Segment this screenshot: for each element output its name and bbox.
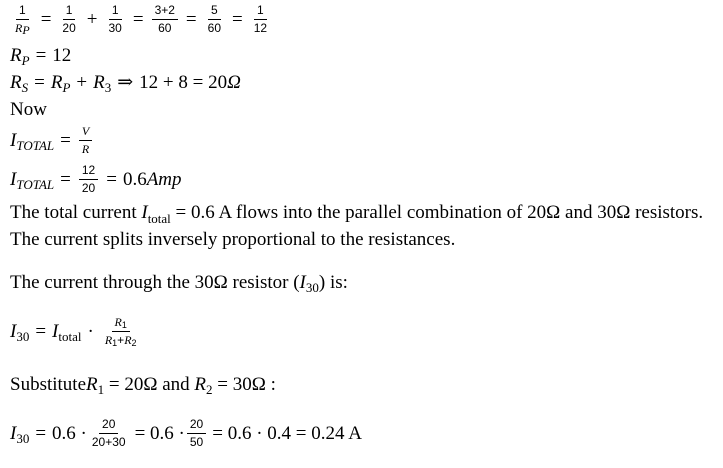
now-text: Now — [10, 99, 47, 120]
fraction-v-over-r: $\frac{V}{R}$ — [79, 125, 92, 156]
substitute-values: Substitute R 1 = 20Ω and R 2 = 30Ω : — [10, 374, 276, 397]
equation-parallel-sum — [10, 3, 272, 38]
equation-final-result: I 30 = 0.6 · $\frac{20}{20+30}$ = 0.6 · $\frac{20}{50}$ = 0.6 · 0.4 = 0.24 A — [10, 417, 362, 450]
fraction-1-30: $\frac{1}{30}$ — [108, 3, 122, 36]
fraction-20-over-20plus30: $\frac{20}{20+30}$ — [91, 417, 126, 450]
equation-rs-value: R S = R P + R 3 ⇒ 12 + 8 = 20 Ω — [10, 72, 241, 95]
fraction-r1-over-r1-plus-r2: $\frac{R1}{R1+R2}$ — [104, 315, 137, 349]
fraction-3plus2-60: $\frac{3+2}{60}$ — [152, 4, 178, 35]
equals-sign: = — [40, 9, 52, 31]
equation-rp-value: R P = 12 — [10, 45, 72, 68]
implies-arrow: ⇒ — [117, 72, 134, 93]
equals-sign: = — [185, 9, 197, 31]
equation-current-divider: I 30 = I total · $\frac{R1}{R1+R2}$ — [10, 316, 142, 347]
fraction-12-20: $\frac{12}{20}$ — [79, 164, 98, 195]
equals-sign: = — [232, 9, 243, 31]
fraction-1-12: $\frac{1}{12}$ — [253, 3, 268, 36]
equation-itotal-formula: I TOTAL = $\frac{V}{R}$ — [10, 125, 94, 156]
fraction-20-over-50: $\frac{20}{50}$ — [187, 418, 206, 449]
equation-itotal-value: I TOTAL = $\frac{12}{20}$ = 0.6 Amp — [10, 163, 182, 196]
plus-sign: + — [86, 9, 98, 31]
paragraph-total-current: The total current $I_{total} = 0.6$ A flows into the parallel combination of 20Ω and 30Ω resistors. The current splits inversely proportional to the resistances. — [10, 202, 704, 250]
fraction-1-20: $\frac{1}{20}$ — [62, 3, 76, 36]
paragraph-current-30: The current through the 30Ω resistor ( I 30 ) is: — [10, 272, 348, 295]
fraction-5-60: $\frac{5}{60}$ — [207, 3, 221, 36]
equals-sign: = — [132, 9, 144, 31]
fraction-1-over-rp: $\frac{1}{RP}$ — [15, 3, 30, 38]
